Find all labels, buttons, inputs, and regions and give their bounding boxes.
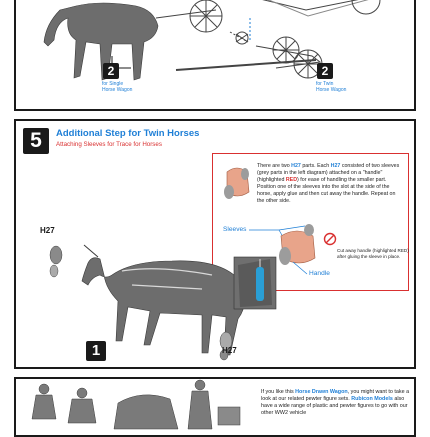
caption-single-horse: for Single Horse Wagon [102, 81, 133, 93]
pewter-figures-illustration [22, 379, 252, 437]
assembly-panel-top [14, 0, 416, 111]
part-label-h27-top: H27 [40, 226, 55, 235]
sleeve-part-icon [219, 162, 255, 206]
step-badge-twin: 2 [317, 63, 333, 79]
handle-label: Handle [309, 270, 330, 277]
promo-panel [14, 377, 416, 437]
assembly-panel-step5 [14, 119, 416, 369]
horse-closeup-inset [234, 257, 276, 309]
cut-handle-note: Cut away handle (highlighted RED) after gluing the sleeve in place. [337, 248, 409, 259]
step-badge-5: 5 [23, 128, 49, 154]
step5-subtitle: Attaching Sleeves for Trace for Horses [56, 141, 162, 148]
no-cut-icon [323, 232, 337, 246]
step5-title: Additional Step for Twin Horses [56, 128, 200, 139]
wagon-frame-illustration [216, 0, 416, 111]
part-h27-bottom-illustration [212, 327, 242, 363]
step-badge-single: 2 [103, 63, 119, 79]
sleeves-label: Sleeves [223, 226, 247, 233]
promo-text: If you like this Horse Drawn Wagon, you might want to take a look at our related pewter figure sets. Rubicon Models also have a wide range of plastic and pewter figures to go with our other WW2 vehicle [261, 389, 410, 416]
part-label-h27-bottom: H27 [222, 346, 237, 355]
caption-twin-horse: for Twin Horse Wagon [316, 81, 347, 93]
callout-instructions: There are two H27 parts. Each H27 consisted of two sleeves (grey parts in the left diagram) attached on a "handle" (highlighted RED) for ease of handling the smaller part. Position one of the sleeves into the slot at the side of the horse, apply glue and then cut away the handle. Repeat on the other side. [257, 163, 400, 204]
leader-line-single [16, 0, 216, 111]
step-badge-horse: 1 [86, 341, 106, 361]
